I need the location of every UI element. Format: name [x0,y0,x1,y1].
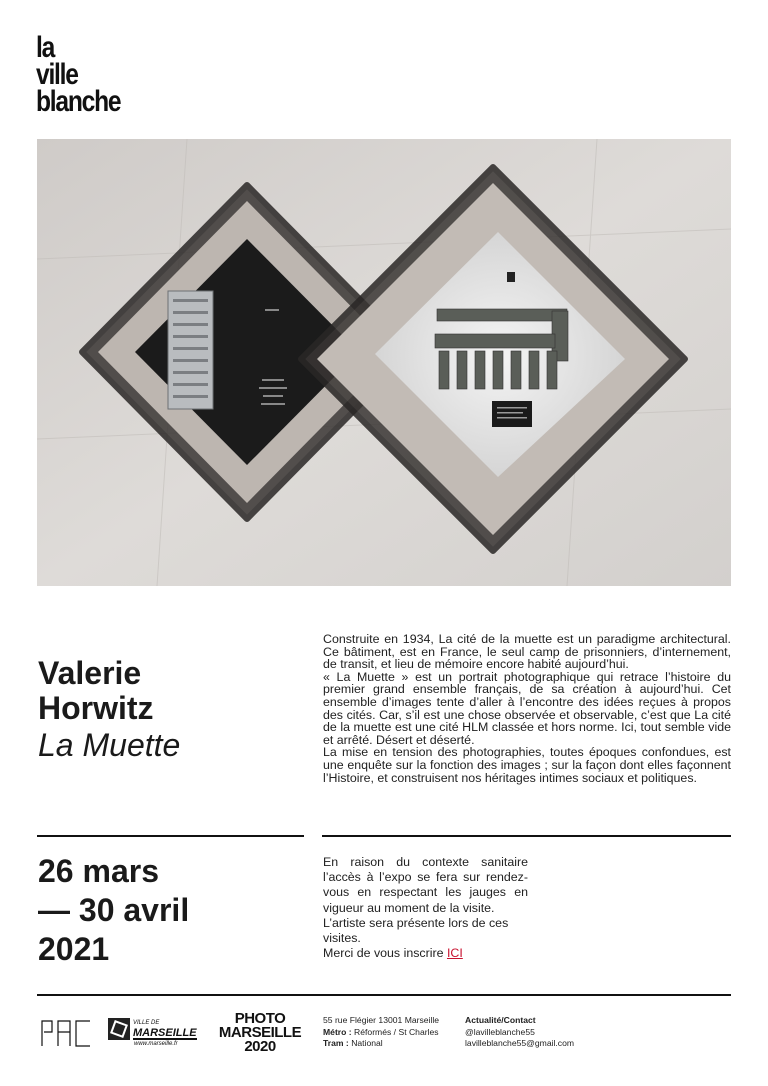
pac-logo [40,1018,92,1068]
description-paragraph-3: La mise en tension des photographies, toutes époques confondues, est une enquête sur la fonction des images ; sur la façon dont elles façonnent l’Histoire, et construisent nos héritages intimes sociaux et politiques. [323,745,731,785]
contact-handle[interactable]: @lavilleblanche55 [465,1026,535,1037]
divider-right-top [322,835,731,837]
signup-line [323,946,528,961]
visit-notice [323,855,528,961]
logo [36,31,126,118]
ville-small: VILLE DE [133,1020,160,1026]
contact-block [465,1015,625,1050]
logo-line-3: blanche [36,85,121,118]
logo-line-1: la [36,31,55,64]
description-paragraph-1: Construite en 1934, La cité de la muette est un paradigme architectural. Ce bâtiment, est en France, le seul camp de prisonniers, d’internement, de transit, et lieu de mémoire encore habité aujourd’hui. [323,632,731,672]
description-paragraph-2: « La Muette » est un portrait photographique qui retrace l’histoire du premier grand ensemble français, de sa création à aujourd’hui. Cet ensemble d’images tente d’aller à l’encontre des idées reçues à propos des cités. Car, s’il est une chose observée et observable, c’est que La cité de la muette est une cité HLM classée et hors norme. Ici, tout semble vide et arrêté. Désert et déserté. [323,669,731,747]
photo-line-2: MARSEILLE [218,1024,302,1041]
ville-url: www.marseille.fr [134,1041,178,1047]
metro-value: Réformés / St Charles [354,1026,439,1037]
notice-artist-presence: L’artiste sera présente lors de ces visites. [323,915,509,946]
divider-left-top [37,835,304,837]
date-year: 2021 [38,931,110,967]
tram-label: Tram : [323,1038,349,1049]
divider-bottom [37,994,731,996]
date-end: — 30 avril [38,892,190,928]
pac-logo-mark [40,1018,92,1048]
metro-label: Métro : [323,1026,352,1037]
ville-emblem-icon [108,1018,130,1040]
date-start: 26 mars [38,853,159,889]
logo-line-2: ville [36,58,78,91]
artist-first-name: Valerie [38,655,142,691]
notice-text: En raison du contexte sanitaire l’accès à l’expo se fera sur rendez-vous en respectant les jauges en vigueur au moment de la visite. [323,855,528,915]
artist-block [38,656,298,764]
artist-last-name: Horwitz [38,690,154,726]
exhibition-photo [37,139,731,586]
exhibition-description [323,633,731,784]
exhibition-dates [38,852,308,969]
photo-line-3: 2020 [244,1038,276,1055]
venue-address [323,1015,458,1050]
photo-line-1: PHOTO [234,1010,286,1027]
address-street: 55 rue Flégier 13001 Marseille [323,1015,440,1025]
contact-heading: Actualité/Contact [465,1015,536,1025]
ville-de-marseille-logo [108,1018,200,1068]
tram-value: National [351,1038,383,1049]
signup-text: Merci de vous inscrire [323,946,444,961]
signup-link[interactable]: ICI [446,946,463,961]
ville-big: MARSEILLE [133,1027,197,1039]
contact-email[interactable]: lavilleblanche55@gmail.com [465,1038,575,1049]
photo-marseille-logo [218,1012,302,1062]
work-title: La Muette [38,727,181,763]
